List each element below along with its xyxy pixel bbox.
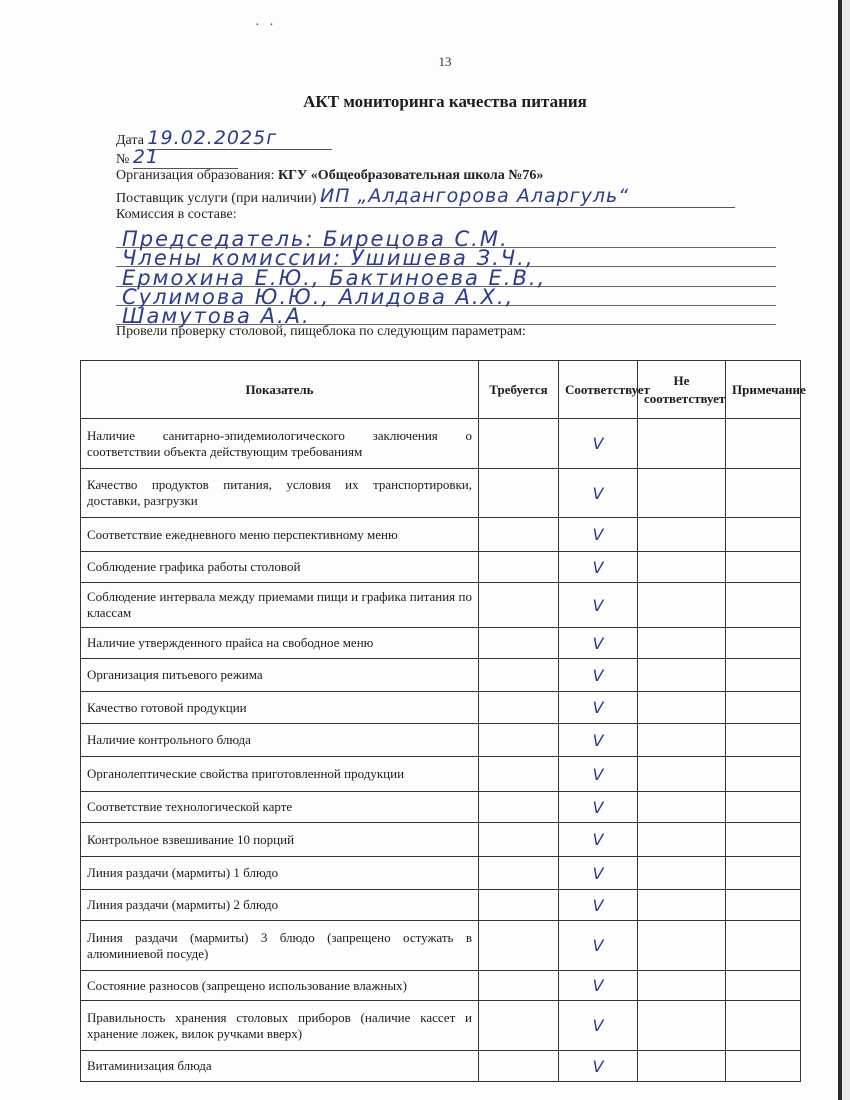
not-complies-cell — [638, 792, 726, 823]
intro-text: Провели проверку столовой, пищеблока по следующим параметрам: — [116, 324, 526, 339]
header-required: Требуется — [479, 361, 559, 419]
required-cell — [479, 692, 559, 724]
not-complies-cell — [638, 857, 726, 890]
complies-cell — [559, 552, 638, 583]
check-mark: V — [592, 434, 604, 453]
indicator-cell — [81, 857, 479, 890]
indicator-cell — [81, 890, 479, 921]
complies-cell — [559, 692, 638, 724]
not-complies-cell — [638, 659, 726, 692]
supplier-label: Поставщик услуги (при наличии) — [116, 191, 317, 206]
not-complies-cell — [638, 628, 726, 659]
date-value-underline — [147, 127, 332, 150]
indicator-text: Витаминизация блюда — [87, 1058, 212, 1073]
note-cell — [726, 890, 801, 921]
table-row — [81, 628, 801, 659]
required-cell — [479, 724, 559, 757]
indicator-text: Качество продуктов питания, условия их транспортировки, доставки, разгрузки — [87, 477, 472, 508]
table-body — [81, 419, 801, 1082]
check-mark: V — [592, 764, 604, 784]
number-field — [116, 146, 238, 169]
commission-line-2 — [116, 246, 776, 270]
note-cell — [726, 757, 801, 792]
check-mark: V — [592, 797, 604, 817]
note-cell — [726, 724, 801, 757]
commission-text-5: Шамутова А.А. — [122, 304, 311, 328]
table-row — [81, 419, 801, 469]
check-mark: V — [592, 1056, 604, 1076]
complies-cell — [559, 921, 638, 971]
ink-marks: · · — [255, 18, 277, 33]
indicator-cell — [81, 1001, 479, 1051]
indicator-text: Наличие санитарно-эпидемиологического заключения о соответствии объекта действующим требованиям — [87, 427, 472, 459]
indicator-cell — [81, 921, 479, 971]
complies-cell — [559, 792, 638, 823]
supplier-value-underline — [319, 185, 735, 208]
required-cell — [479, 659, 559, 692]
indicator-text: Наличие контрольного блюда — [87, 732, 251, 747]
indicator-text: Соблюдение интервала между приемами пищи и графика питания по классам — [87, 589, 472, 620]
note-cell — [726, 518, 801, 552]
check-mark: V — [592, 936, 604, 955]
check-mark: V — [592, 895, 604, 915]
indicator-cell — [81, 724, 479, 757]
table-row — [81, 552, 801, 583]
page-edge-shadow — [842, 0, 850, 1100]
complies-cell — [559, 518, 638, 552]
required-cell — [479, 469, 559, 518]
table-row — [81, 724, 801, 757]
complies-cell — [559, 659, 638, 692]
note-cell — [726, 921, 801, 971]
header-note: Примечание — [726, 361, 801, 419]
table-row — [81, 757, 801, 792]
check-mark: V — [592, 557, 604, 577]
not-complies-cell — [638, 552, 726, 583]
required-cell — [479, 757, 559, 792]
table-row — [81, 921, 801, 971]
indicator-cell — [81, 659, 479, 692]
indicator-text: Контрольное взвешивание 10 порций — [87, 831, 295, 847]
note-cell — [726, 692, 801, 724]
date-label: Дата — [116, 133, 144, 148]
complies-cell — [559, 583, 638, 628]
commission-text-4: Сулимова Ю.Ю., Алидова А.Х., — [122, 285, 515, 309]
header-complies: Соответствует — [559, 361, 638, 419]
number-value: 21 — [132, 146, 160, 168]
check-mark: V — [592, 633, 604, 653]
note-cell — [726, 469, 801, 518]
indicator-cell — [81, 469, 479, 518]
table-row — [81, 692, 801, 724]
required-cell — [479, 971, 559, 1001]
not-complies-cell — [638, 518, 726, 552]
number-value-underline — [132, 146, 238, 169]
indicator-text: Соблюдение графика работы столовой — [87, 559, 301, 574]
note-cell — [726, 583, 801, 628]
table-row — [81, 792, 801, 823]
note-cell — [726, 419, 801, 469]
complies-cell — [559, 890, 638, 921]
complies-cell — [559, 1051, 638, 1082]
complies-cell — [559, 469, 638, 518]
not-complies-cell — [638, 890, 726, 921]
not-complies-cell — [638, 469, 726, 518]
required-cell — [479, 518, 559, 552]
complies-cell — [559, 419, 638, 469]
not-complies-cell — [638, 1051, 726, 1082]
table-row — [81, 659, 801, 692]
commission-text-2: Члены комиссии: Ушишева З.Ч., — [122, 246, 535, 270]
document-title: АКТ мониторинга качества питания — [303, 92, 587, 111]
not-complies-cell — [638, 1001, 726, 1051]
check-mark: V — [592, 698, 604, 717]
check-mark: V — [592, 976, 604, 995]
indicator-cell — [81, 583, 479, 628]
required-cell — [479, 1001, 559, 1051]
indicator-cell — [81, 757, 479, 792]
organization-value: КГУ «Общеобразовательная школа №76» — [277, 168, 544, 183]
note-cell — [726, 792, 801, 823]
page-number: 13 — [438, 54, 452, 69]
indicator-text: Линия раздачи (мармиты) 3 блюдо (запрещено остужать в алюминиевой посуде) — [87, 929, 472, 961]
header-indicator: Показатель — [81, 361, 479, 419]
table-row — [81, 890, 801, 921]
parameters-table — [80, 360, 806, 1082]
commission-text-1: Председатель: Бирецова С.М. — [122, 227, 509, 251]
not-complies-cell — [638, 724, 726, 757]
organization-field — [116, 168, 543, 184]
date-value: 19.02.2025г — [147, 127, 278, 149]
complies-cell — [559, 1001, 638, 1051]
note-cell — [726, 628, 801, 659]
indicator-cell — [81, 628, 479, 659]
check-mark: V — [592, 595, 604, 615]
required-cell — [479, 628, 559, 659]
indicator-cell — [81, 692, 479, 724]
table-row — [81, 518, 801, 552]
required-cell — [479, 857, 559, 890]
note-cell — [726, 659, 801, 692]
check-mark: V — [592, 665, 604, 685]
indicator-text: Линия раздачи (мармиты) 1 блюдо — [87, 865, 279, 880]
indicator-text: Соответствие ежедневного меню перспективному меню — [87, 526, 398, 542]
check-mark: V — [592, 483, 604, 503]
organization-label: Организация образования: — [116, 168, 275, 183]
indicator-text: Правильность хранения столовых приборов (наличие кассет и хранение ложек, вилок ручками вверх) — [87, 1009, 472, 1041]
not-complies-cell — [638, 971, 726, 1001]
not-complies-cell — [638, 921, 726, 971]
not-complies-cell — [638, 757, 726, 792]
commission-label: Комиссия в составе: — [116, 207, 237, 222]
indicator-text: Организация питьевого режима — [87, 667, 263, 682]
required-cell — [479, 823, 559, 857]
indicator-cell — [81, 419, 479, 469]
indicator-cell — [81, 552, 479, 583]
note-cell — [726, 1001, 801, 1051]
indicator-text: Соответствие технологической карте — [87, 799, 293, 814]
table-row — [81, 857, 801, 890]
table-row — [81, 823, 801, 857]
indicator-cell — [81, 971, 479, 1001]
note-cell — [726, 823, 801, 857]
check-mark: V — [592, 525, 604, 544]
complies-cell — [559, 628, 638, 659]
note-cell — [726, 552, 801, 583]
not-complies-cell — [638, 692, 726, 724]
not-complies-cell — [638, 583, 726, 628]
not-complies-cell — [638, 419, 726, 469]
not-complies-cell — [638, 823, 726, 857]
note-cell — [726, 971, 801, 1001]
table-row — [81, 583, 801, 628]
indicator-cell — [81, 792, 479, 823]
header-not-complies: Не соответствует — [638, 361, 726, 419]
table-header — [81, 361, 806, 419]
required-cell — [479, 419, 559, 469]
required-cell — [479, 792, 559, 823]
table-row — [81, 1001, 801, 1051]
commission-line-5 — [116, 304, 776, 328]
note-cell — [726, 1051, 801, 1082]
check-mark: V — [592, 863, 604, 883]
required-cell — [479, 1051, 559, 1082]
check-mark: V — [592, 730, 604, 750]
indicator-text: Органолептические свойства приготовленной продукции — [87, 766, 405, 781]
note-cell — [726, 857, 801, 890]
complies-cell — [559, 971, 638, 1001]
complies-cell — [559, 857, 638, 890]
indicator-text: Качество готовой продукции — [87, 699, 247, 715]
required-cell — [479, 921, 559, 971]
check-mark: V — [592, 1016, 604, 1035]
indicator-cell — [81, 518, 479, 552]
complies-cell — [559, 724, 638, 757]
complies-cell — [559, 757, 638, 792]
page-edge-line — [838, 0, 842, 1100]
required-cell — [479, 552, 559, 583]
required-cell — [479, 583, 559, 628]
check-mark: V — [592, 830, 604, 849]
indicator-text: Состояние разносов (запрещено использование влажных) — [87, 977, 407, 993]
table-row — [81, 971, 801, 1001]
number-label: № — [116, 152, 130, 167]
complies-cell — [559, 823, 638, 857]
indicator-cell — [81, 1051, 479, 1082]
indicator-text: Наличие утвержденного прайса на свободное меню — [87, 635, 374, 650]
commission-text-3: Ермохина Е.Ю., Бактиноева Е.В., — [122, 266, 547, 290]
indicator-text: Линия раздачи (мармиты) 2 блюдо — [87, 897, 279, 912]
table-row — [81, 1051, 801, 1082]
table-row — [81, 469, 801, 518]
indicator-cell — [81, 823, 479, 857]
supplier-value: ИП „Алдангорова Аларгуль“ — [319, 185, 630, 207]
required-cell — [479, 890, 559, 921]
supplier-field — [116, 185, 735, 208]
